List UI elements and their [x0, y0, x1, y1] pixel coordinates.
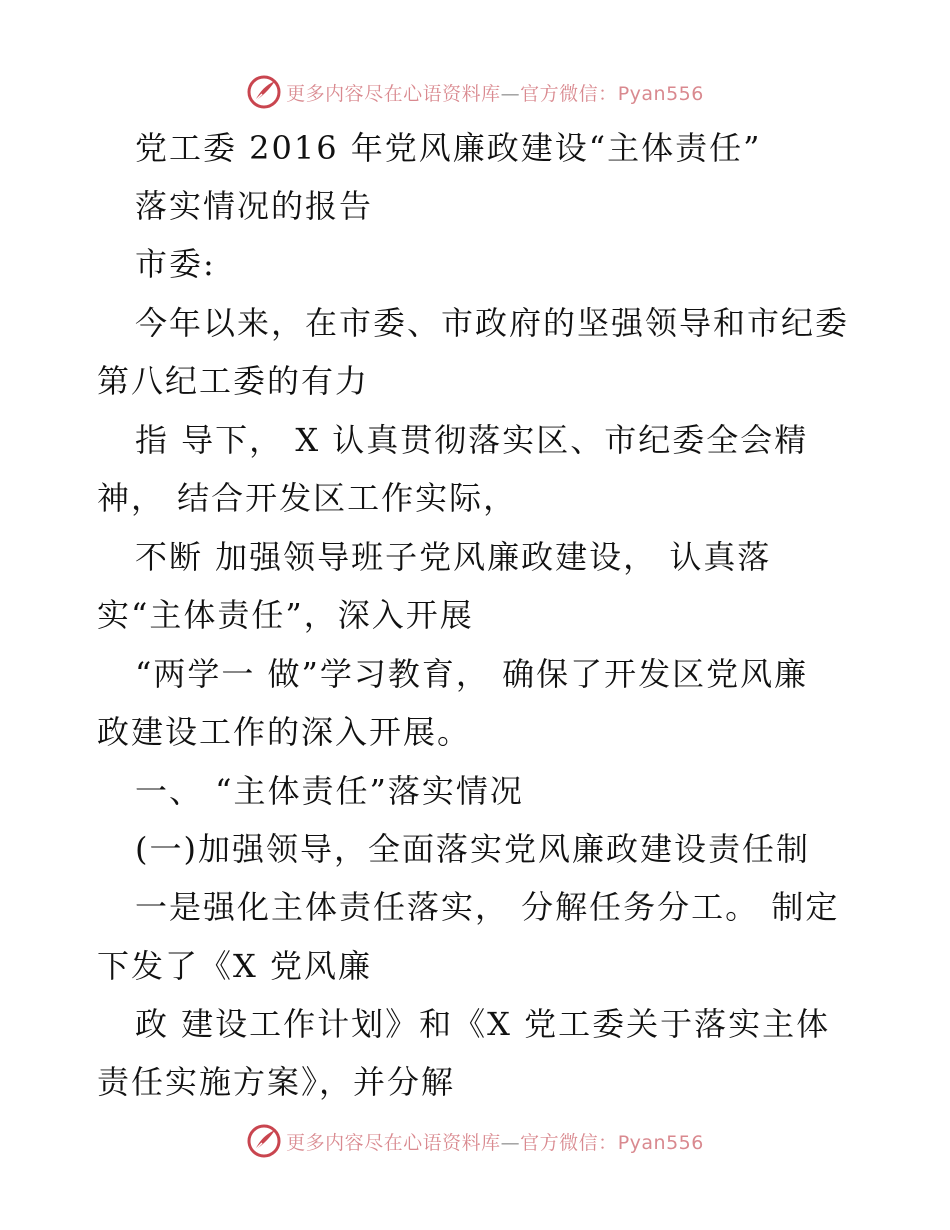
paragraph-line: 今年以来，在市委、市政府的坚强领导和市纪委 — [135, 304, 850, 342]
paragraph-line: 一是强化主体责任落实， 分解任务分工。 制定 — [135, 888, 840, 926]
watermark-brand: 更多内容尽在心语资料库 — [286, 1131, 501, 1154]
title-line-2: 落实情况的报告 — [135, 187, 374, 225]
watermark-text — [286, 1128, 704, 1155]
feather-quill-icon — [246, 1123, 282, 1159]
watermark-wechat-id: Pyan556 — [617, 1131, 704, 1154]
title-line-1: 党工委 2016 年党风廉政建设“主体责任” — [135, 129, 762, 167]
paragraph-line: 不断 加强领导班子党风廉政建设， 认真落 — [135, 538, 772, 576]
watermark-wechat-id: Pyan556 — [617, 82, 704, 105]
watermark-brand: 更多内容尽在心语资料库 — [286, 82, 501, 105]
paragraph-line: 责任实施方案》，并分解 — [97, 1063, 456, 1101]
paragraph-line: 指 导下， X 认真贯彻落实区、市纪委全会精 — [135, 421, 809, 459]
paragraph-line: 神， 结合开发区工作实际， — [97, 479, 518, 517]
watermark-wechat-label: 官方微信： — [520, 1131, 618, 1154]
paragraph-line: 政 建设工作计划》和《X 党工委关于落实主体 — [135, 1005, 831, 1043]
subsection-heading: (一)加强领导，全面落实党风廉政建设责任制 — [135, 830, 810, 868]
watermark-wechat-label: 官方微信： — [520, 82, 618, 105]
paragraph-line: 实“主体责任”，深入开展 — [97, 596, 474, 634]
salutation: 市委: — [135, 245, 216, 283]
section-heading: 一、 “主体责任”落实情况 — [135, 772, 524, 810]
footer-watermark — [0, 1121, 950, 1161]
watermark-separator: — — [500, 82, 521, 105]
paragraph-line: 下发了《X 党风廉 — [97, 947, 372, 985]
paragraph-line: 第八纪工委的有力 — [97, 362, 370, 400]
paragraph-line: 政建设工作的深入开展。 — [97, 713, 472, 751]
paragraph-line: “两学一 做”学习教育， 确保了开发区党风廉 — [135, 655, 809, 693]
watermark-separator: — — [500, 1131, 521, 1154]
